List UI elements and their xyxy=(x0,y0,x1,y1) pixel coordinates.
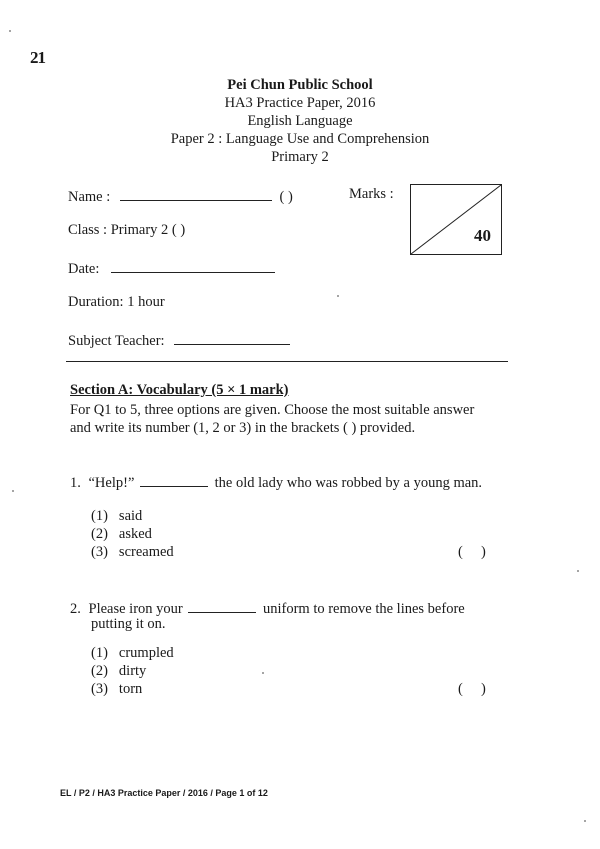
paper-header xyxy=(0,77,600,167)
question-text-before: “Help!” xyxy=(88,475,135,491)
q1-option-3: (3) screamed xyxy=(91,544,174,560)
teacher-field[interactable] xyxy=(174,330,290,345)
scan-speck xyxy=(337,295,339,297)
question-1 xyxy=(70,472,482,492)
date-label: Date: xyxy=(68,261,100,277)
teacher-row xyxy=(68,330,290,350)
q2-option-2: (2) dirty xyxy=(91,663,147,679)
page-number-mark: 21 xyxy=(30,48,45,67)
question-text-after: the old lady who was robbed by a young man. xyxy=(214,475,483,491)
q2-option-1: (1) crumpled xyxy=(91,645,174,661)
question-2 xyxy=(70,598,465,618)
name-field[interactable] xyxy=(120,186,272,201)
instruction-line-1: For Q1 to 5, three options are given. Choose the most suitable answer xyxy=(70,402,475,418)
duration: Duration: 1 hour xyxy=(68,294,165,310)
q2-answer-brackets[interactable]: ( ) xyxy=(458,681,486,697)
marks-total: 40 xyxy=(474,226,491,245)
q1-answer-brackets[interactable]: ( ) xyxy=(458,544,486,560)
paper-name: HA3 Practice Paper, 2016 xyxy=(224,95,376,111)
school-name: Pei Chun Public School xyxy=(227,77,373,93)
instruction-line-2: and write its number (1, 2 or 3) in the brackets ( ) provided. xyxy=(70,420,416,436)
question-2-line-2: putting it on. xyxy=(91,616,166,632)
scan-speck xyxy=(584,820,586,822)
class-label: Class : Primary 2 ( ) xyxy=(68,222,186,238)
name-label: Name : xyxy=(68,189,111,205)
level: Primary 2 xyxy=(271,149,329,165)
question-text-before: Please iron your xyxy=(88,601,183,617)
scan-speck xyxy=(9,30,11,32)
marks-label: Marks : xyxy=(349,186,394,202)
section-a-title: Section A: Vocabulary (5 × 1 mark) xyxy=(70,382,289,398)
name-class-number: ( ) xyxy=(279,189,293,205)
scan-speck xyxy=(262,672,264,674)
date-field[interactable] xyxy=(111,258,275,273)
q2-option-3: (3) torn xyxy=(91,681,143,697)
q1-option-2: (2) asked xyxy=(91,526,152,542)
question-number: 1. xyxy=(70,475,81,491)
answer-blank[interactable] xyxy=(140,472,208,487)
scan-speck xyxy=(12,490,14,492)
page-footer: EL / P2 / HA3 Practice Paper / 2016 / Page 1 of 12 xyxy=(60,788,268,798)
marks-box xyxy=(410,184,502,255)
teacher-label: Subject Teacher: xyxy=(68,333,165,349)
scan-speck xyxy=(577,570,579,572)
name-row xyxy=(68,186,293,206)
question-text-after: uniform to remove the lines before xyxy=(262,601,465,617)
date-row xyxy=(68,258,275,278)
section-divider xyxy=(66,361,508,362)
question-number: 2. xyxy=(70,601,81,617)
paper-title: Paper 2 : Language Use and Comprehension xyxy=(170,131,430,147)
subject-name: English Language xyxy=(247,113,353,129)
answer-blank[interactable] xyxy=(188,598,256,613)
q1-option-1: (1) said xyxy=(91,508,143,524)
